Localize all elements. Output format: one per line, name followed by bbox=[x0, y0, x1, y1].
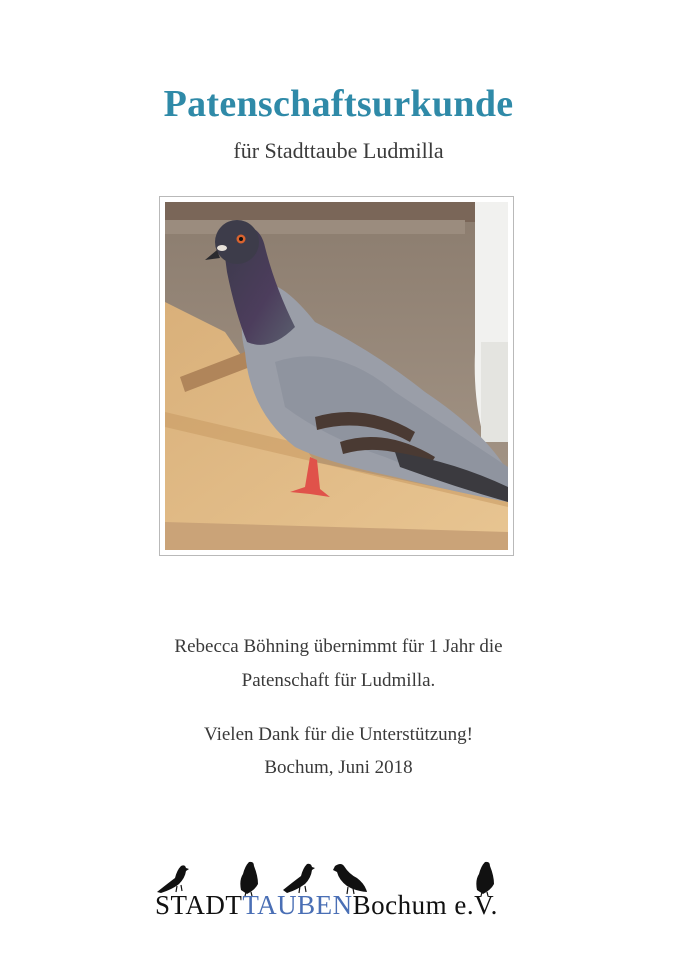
thank-you-text: Vielen Dank für die Unterstützung! bbox=[204, 724, 473, 745]
pigeon-photo bbox=[159, 196, 514, 556]
pigeon-illustration bbox=[165, 202, 508, 550]
logo-tauben: TAUBEN bbox=[242, 890, 353, 920]
certificate-subtitle: für Stadttaube Ludmilla bbox=[233, 138, 444, 163]
sponsor-statement-cont: Patenschaft für Ludmilla. bbox=[241, 670, 436, 691]
sponsor-statement: Rebecca Böhning übernimmt für 1 Jahr die bbox=[174, 636, 503, 657]
place-date: Bochum, Juni 2018 bbox=[264, 757, 413, 778]
logo-wordmark bbox=[155, 890, 498, 921]
stadttauben-logo bbox=[155, 856, 515, 926]
certificate-title: Patenschaftsurkunde bbox=[163, 83, 514, 125]
logo-bochum: Bochum e.V. bbox=[352, 890, 498, 920]
logo-stadt: STADT bbox=[155, 890, 243, 920]
